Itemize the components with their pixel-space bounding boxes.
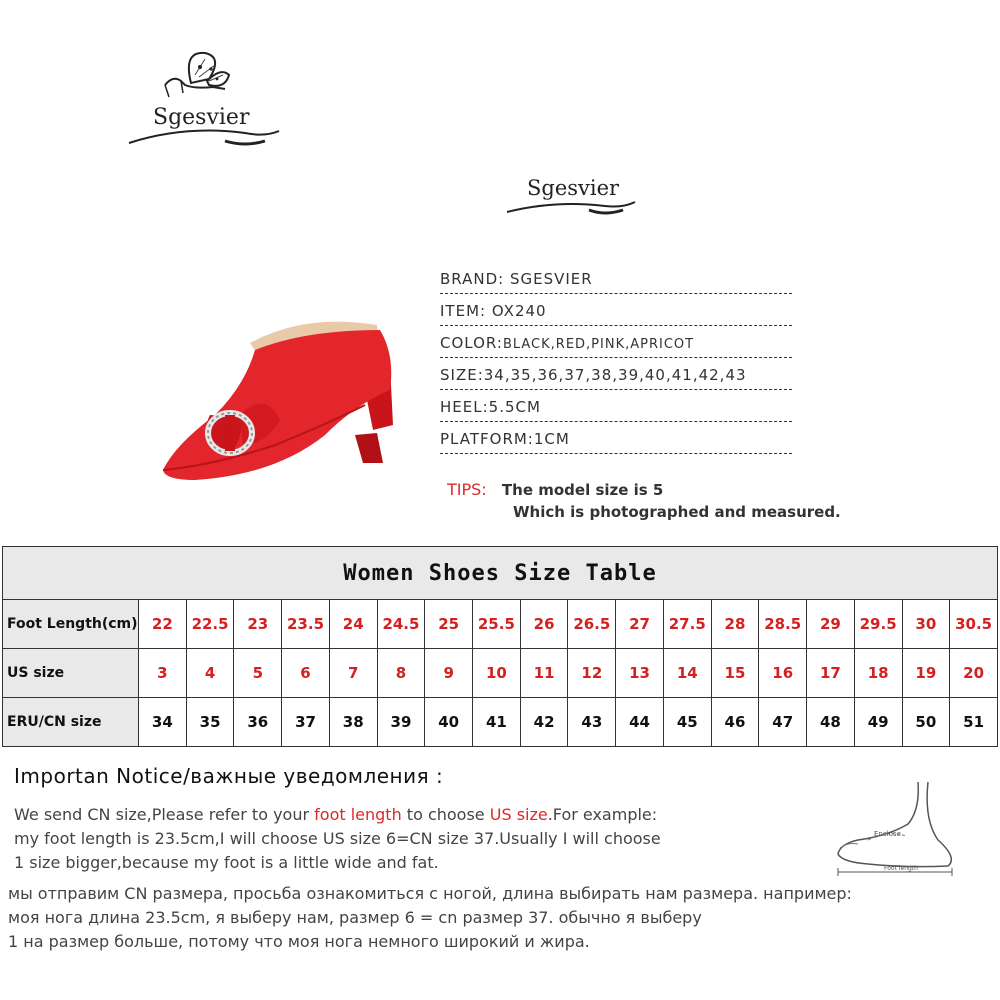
- spec-color: [440, 326, 792, 358]
- size-row-label: US size: [3, 649, 139, 698]
- spec-size: SIZE:34,35,36,37,38,39,40,41,42,43: [440, 358, 792, 390]
- notice-en-line1: [14, 803, 661, 827]
- size-cell: 27.5: [663, 600, 711, 649]
- tips-line2: Which is photographed and measured.: [513, 503, 841, 521]
- size-cell: 23: [234, 600, 282, 649]
- size-cell: 48: [807, 698, 855, 747]
- size-cell: 50: [902, 698, 950, 747]
- notice-russian: [8, 882, 852, 954]
- notice-text: .For example:: [547, 805, 658, 824]
- size-cell: 38: [329, 698, 377, 747]
- size-cell: 9: [425, 649, 473, 698]
- notice-english: [14, 803, 661, 875]
- size-cell: 13: [616, 649, 664, 698]
- notice-en-line3: 1 size bigger,because my foot is a little wide and fat.: [14, 853, 439, 872]
- size-cell: 7: [329, 649, 377, 698]
- size-cell: 44: [616, 698, 664, 747]
- size-cell: 25: [425, 600, 473, 649]
- size-cell: 29: [807, 600, 855, 649]
- size-row-label: ERU/CN size: [3, 698, 139, 747]
- enclose-label: Enclose: [874, 830, 901, 838]
- size-cell: 22: [139, 600, 187, 649]
- product-specs: [440, 262, 792, 454]
- size-cell: 39: [377, 698, 425, 747]
- size-cell: 45: [663, 698, 711, 747]
- size-cell: 20: [950, 649, 998, 698]
- size-cell: 41: [473, 698, 521, 747]
- size-cell: 27: [616, 600, 664, 649]
- size-cell: 26.5: [568, 600, 616, 649]
- size-cell: 5: [234, 649, 282, 698]
- size-cell: 26: [520, 600, 568, 649]
- size-cell: 23.5: [282, 600, 330, 649]
- foot-measure-diagram-icon: [828, 780, 993, 880]
- notice-ru-line3: 1 на размер больше, потому что моя нога немного широкий и жира.: [8, 932, 590, 951]
- size-table-title: Women Shoes Size Table: [3, 547, 998, 600]
- size-cell: 14: [663, 649, 711, 698]
- brand-logo-top: [125, 45, 285, 160]
- tips: [447, 480, 841, 521]
- foot-length-label: Foot length: [884, 865, 918, 872]
- size-cell: 35: [186, 698, 234, 747]
- size-cell: 34: [139, 698, 187, 747]
- notice-en-line2: my foot length is 23.5cm,I will choose US size 6=CN size 37.Usually I will choose: [14, 829, 661, 848]
- size-cell: 16: [759, 649, 807, 698]
- spec-platform: PLATFORM:1CM: [440, 422, 792, 454]
- tips-label: TIPS:: [447, 480, 487, 499]
- size-cell: 40: [425, 698, 473, 747]
- size-cell: 8: [377, 649, 425, 698]
- brand-logo-text: Sgesvier: [153, 105, 250, 130]
- red-pump-shoe-image: [155, 295, 400, 495]
- size-cell: 29.5: [854, 600, 902, 649]
- size-cell: 11: [520, 649, 568, 698]
- size-cell: 47: [759, 698, 807, 747]
- size-cell: 37: [282, 698, 330, 747]
- size-cell: 43: [568, 698, 616, 747]
- size-cell: 46: [711, 698, 759, 747]
- notice-ru-line2: моя нога длина 23.5cm, я выберу нам, размер 6 = cn размер 37. обычно я выберу: [8, 908, 702, 927]
- butterfly-heel-logo-icon: [125, 45, 285, 160]
- size-cell: 18: [854, 649, 902, 698]
- size-cell: 24.5: [377, 600, 425, 649]
- tips-line1: The model size is 5: [501, 481, 664, 499]
- size-cell: 30.5: [950, 600, 998, 649]
- size-cell: 51: [950, 698, 998, 747]
- size-cell: 15: [711, 649, 759, 698]
- size-table-row: [3, 649, 998, 698]
- size-table-row: [3, 600, 998, 649]
- size-cell: 6: [282, 649, 330, 698]
- size-table-row: [3, 698, 998, 747]
- size-table: [2, 546, 998, 747]
- size-cell: 3: [139, 649, 187, 698]
- spec-brand: BRAND: SGESVIER: [440, 262, 792, 294]
- size-cell: 4: [186, 649, 234, 698]
- size-cell: 10: [473, 649, 521, 698]
- spec-color-value: BLACK,RED,PINK,APRICOT: [502, 337, 695, 352]
- spec-heel: HEEL:5.5CM: [440, 390, 792, 422]
- notice-title: Importan Notice/важные уведомления :: [14, 764, 444, 788]
- size-cell: 30: [902, 600, 950, 649]
- size-cell: 12: [568, 649, 616, 698]
- spec-color-label: COLOR:: [440, 334, 503, 352]
- size-cell: 28: [711, 600, 759, 649]
- notice-text: to choose: [401, 805, 490, 824]
- size-cell: 24: [329, 600, 377, 649]
- size-cell: 25.5: [473, 600, 521, 649]
- foot-length-highlight: foot length: [314, 805, 402, 824]
- size-cell: 36: [234, 698, 282, 747]
- notice-text: We send CN size,Please refer to your: [14, 805, 315, 824]
- brand-logo-text: Sgesvier: [527, 176, 620, 200]
- spec-item: ITEM: OX240: [440, 294, 792, 326]
- size-cell: 19: [902, 649, 950, 698]
- size-cell: 49: [854, 698, 902, 747]
- size-cell: 17: [807, 649, 855, 698]
- us-size-highlight: US size: [489, 805, 548, 824]
- size-cell: 22.5: [186, 600, 234, 649]
- notice-ru-line1: мы отправим CN размера, просьба ознакомиться с ногой, длина выбирать нам размера. например:: [8, 884, 852, 903]
- size-row-label: Foot Length(cm): [3, 600, 139, 649]
- size-cell: 28.5: [759, 600, 807, 649]
- size-cell: 42: [520, 698, 568, 747]
- brand-logo-mid: [505, 170, 640, 220]
